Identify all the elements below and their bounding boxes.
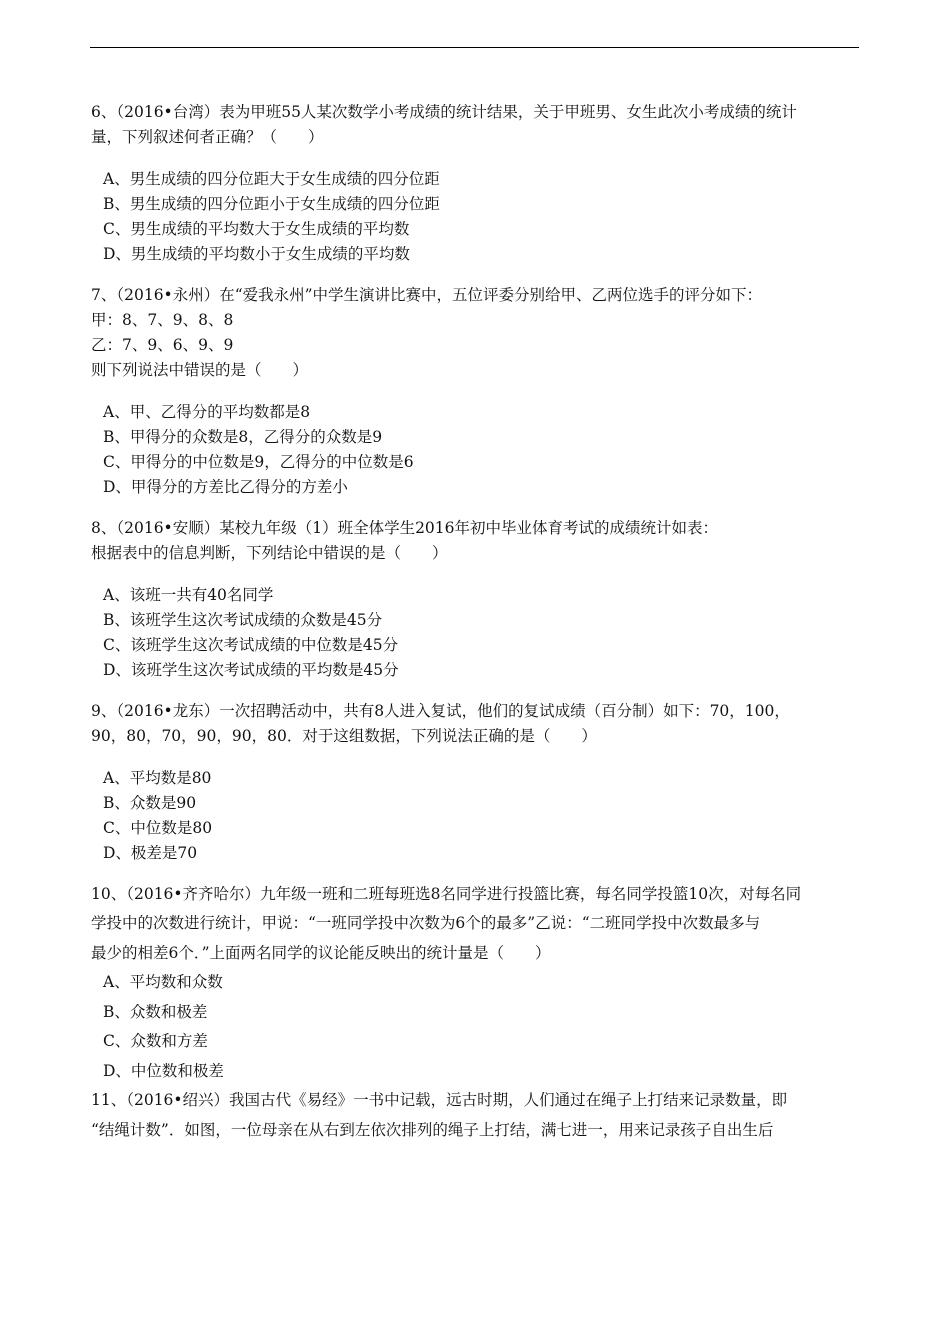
option-c: C、中位数是80 xyxy=(103,819,213,837)
header-rule xyxy=(90,47,859,48)
option-a: A、平均数和众数 xyxy=(103,973,223,991)
option-d: D、该班学生这次考试成绩的平均数是45分 xyxy=(103,661,399,679)
question-stem-line: 甲：8、7、9、8、8 xyxy=(91,311,234,329)
question-stem-line: 10、（2016•齐齐哈尔）九年级一班和二班每班选8名同学进行投篮比赛，每名同学投篮10次，对每名同 xyxy=(91,885,802,903)
option-d: D、中位数和极差 xyxy=(103,1062,224,1080)
question-stem-line: 7、（2016•永州）在“爱我永州”中学生演讲比赛中，五位评委分别给甲、乙两位选手的评分如下： xyxy=(91,286,763,304)
option-c: C、该班学生这次考试成绩的中位数是45分 xyxy=(103,636,399,654)
option-d: D、极差是70 xyxy=(103,844,198,862)
option-b: B、甲得分的众数是8，乙得分的众数是9 xyxy=(103,428,383,446)
option-b: B、男生成绩的四分位距小于女生成绩的四分位距 xyxy=(103,195,440,213)
option-a: A、甲、乙得分的平均数都是8 xyxy=(103,403,311,421)
question-stem-line: 量，下列叙述何者正确？（ ） xyxy=(91,128,324,146)
option-a: A、平均数是80 xyxy=(103,769,212,787)
option-c: C、众数和方差 xyxy=(103,1032,208,1050)
question-stem-line: 最少的相差6个．”上面两名同学的议论能反映出的统计量是（ ） xyxy=(91,944,551,962)
question-stem-line: 乙：7、9、6、9、9 xyxy=(91,336,234,354)
question-stem-line: 90，80，70，90，90，80．对于这组数据，下列说法正确的是（ ） xyxy=(91,727,597,745)
question-stem-line: 6、（2016•台湾）表为甲班55人某次数学小考成绩的统计结果，关于甲班男、女生此次小考成绩的统计 xyxy=(91,103,797,121)
option-a: A、男生成绩的四分位距大于女生成绩的四分位距 xyxy=(103,170,440,188)
option-d: D、男生成绩的平均数小于女生成绩的平均数 xyxy=(103,245,410,263)
question-stem-line: 9、（2016•龙东）一次招聘活动中，共有8人进入复试，他们的复试成绩（百分制）如下：70，100， xyxy=(91,702,790,720)
option-b: B、众数和极差 xyxy=(103,1003,208,1021)
option-b: B、该班学生这次考试成绩的众数是45分 xyxy=(103,611,383,629)
option-b: B、众数是90 xyxy=(103,794,197,812)
question-stem-line: 8、（2016•安顺）某校九年级（1）班全体学生2016年初中毕业体育考试的成绩统计如表： xyxy=(91,519,719,537)
option-c: C、男生成绩的平均数大于女生成绩的平均数 xyxy=(103,220,410,238)
option-c: C、甲得分的中位数是9，乙得分的中位数是6 xyxy=(103,453,414,471)
question-stem-line: 根据表中的信息判断，下列结论中错误的是（ ） xyxy=(91,544,448,562)
option-a: A、该班一共有40名同学 xyxy=(103,586,274,604)
question-stem-line: 11、（2016•绍兴）我国古代《易经》一书中记载，远古时期，人们通过在绳子上打结来记录数量，即 xyxy=(91,1091,788,1109)
option-d: D、甲得分的方差比乙得分的方差小 xyxy=(103,478,348,496)
question-stem-line: “结绳计数”．如图，一位母亲在从右到左依次排列的绳子上打结，满七进一，用来记录孩子自出生后 xyxy=(91,1121,774,1139)
question-stem-line: 学投中的次数进行统计，甲说：“一班同学投中次数为6个的最多”乙说：“二班同学投中次数最多与 xyxy=(91,914,761,932)
question-stem-line: 则下列说法中错误的是（ ） xyxy=(91,361,309,379)
